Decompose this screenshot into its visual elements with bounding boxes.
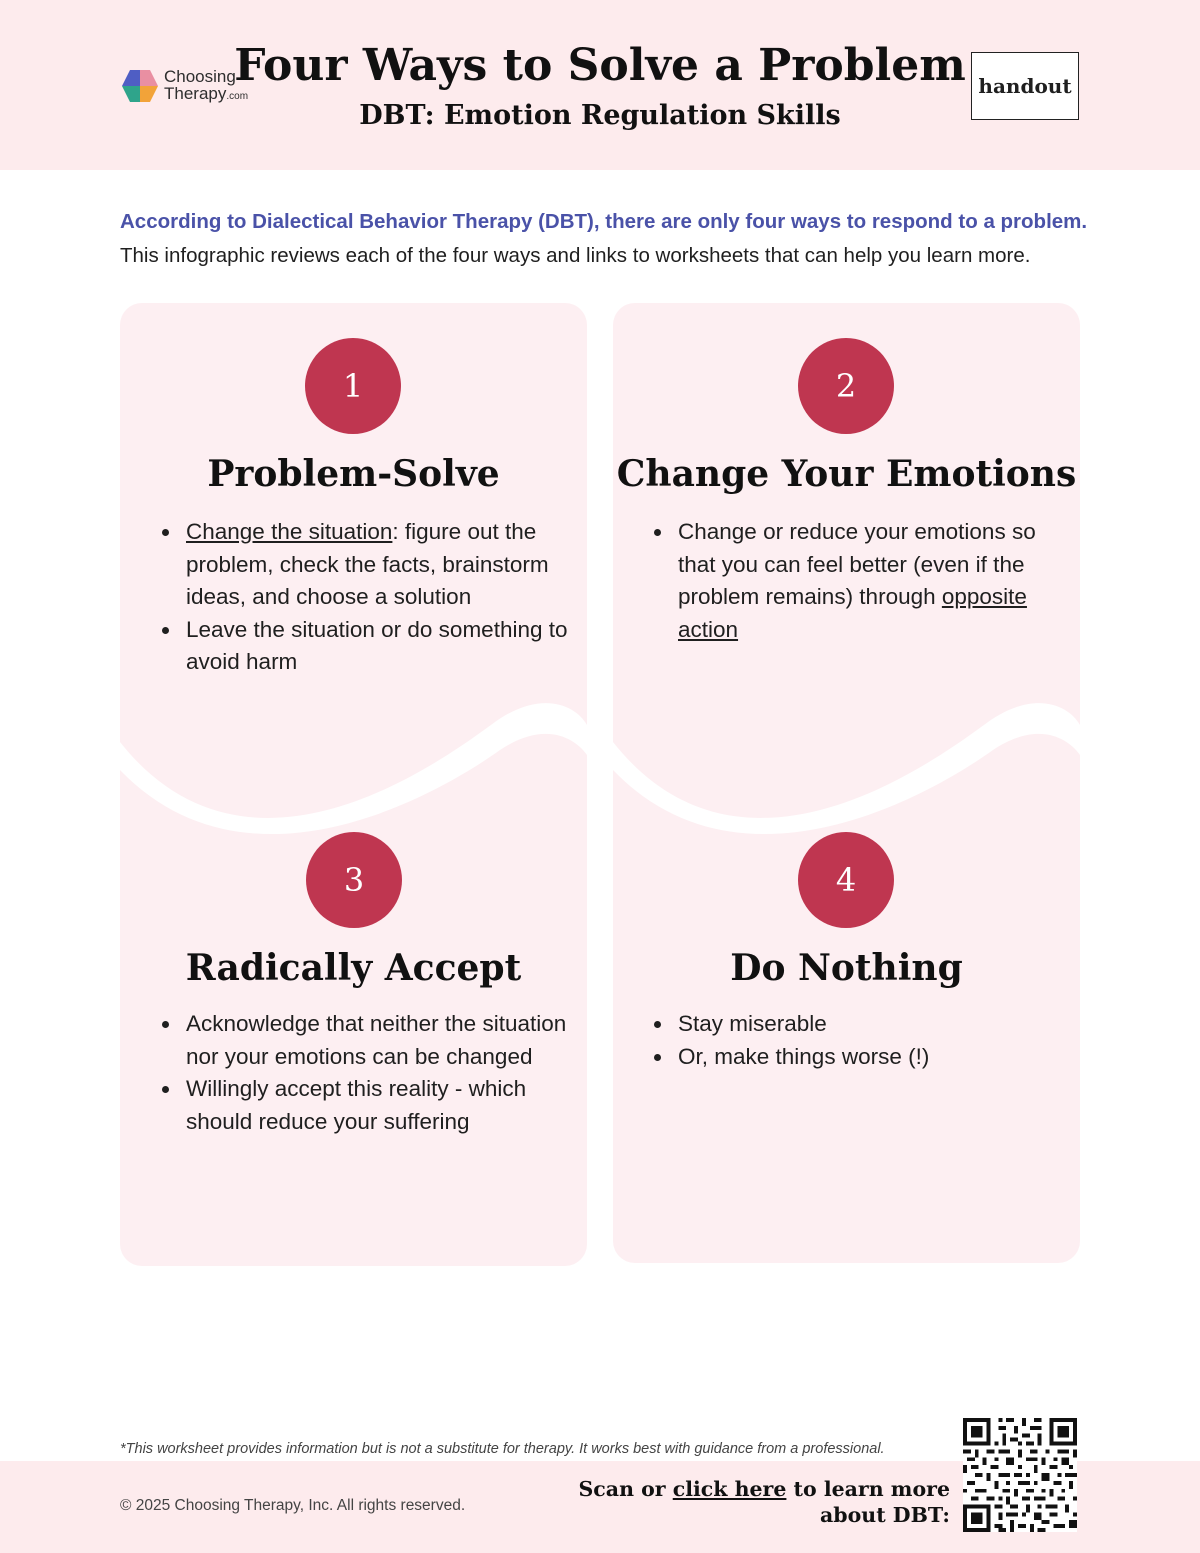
intro-body: This infographic reviews each of the four ways and links to worksheets that can help you learn more. [120,244,1031,267]
list-item: • Acknowledge that neither the situation nor your emotions can be changed [182,1008,582,1073]
list-item [182,516,582,614]
step-1-bullets [156,516,582,679]
page-subtitle: DBT: Emotion Regulation Skills [359,100,841,131]
disclaimer: *This worksheet provides information but is not a substitute for therapy. It works best with guidance from a professional. [120,1441,885,1457]
page-title: Four Ways to Solve a Problem [234,40,966,91]
step-4-title: Do Nothing [730,947,963,989]
qr-code-icon[interactable] [963,1418,1077,1532]
logo-line-1: Choosing [164,67,236,86]
list-item: • Or, make things worse (!) [674,1041,1074,1074]
step-2-title: Change Your Emotions [616,453,1077,495]
step-1-bullet-1-text: : figure out the problem, check the facts, brainstorm ideas, and choose a solution [186,519,549,609]
logo-line-2: Therapy [164,84,227,103]
scan-prefix: Scan or [578,1477,673,1501]
list-item [674,516,1074,646]
scan-suffix: to learn more [786,1477,950,1501]
list-item: • Willingly accept this reality - which should reduce your suffering [182,1073,582,1138]
step-1-badge: 1 [305,338,401,434]
intro-lead: According to Dialectical Behavior Therapy (DBT), there are only four ways to respond to a problem. [120,210,1088,233]
scan-cta [560,1476,950,1528]
logo-suffix: .com [226,91,249,102]
list-item: • Stay miserable [674,1008,1074,1041]
step-2-bullet-1-text: Change or reduce your emotions so that you can feel better (even if the problem remains) through [678,519,1036,609]
step-4-bullets [648,1008,1074,1073]
step-3-bullets [156,1008,582,1138]
handout-badge: handout [971,52,1079,120]
step-3-badge: 3 [306,832,402,928]
step-2-badge: 2 [798,338,894,434]
step-4-badge: 4 [798,832,894,928]
step-2-bullets [648,516,1074,646]
step-3-title: Radically Accept [185,947,522,989]
scan-line-2: about DBT: [820,1503,950,1527]
opposite-action-link[interactable]: opposite action [678,584,1027,642]
click-here-link[interactable]: click here [672,1477,787,1501]
card-right [613,303,1080,1263]
change-the-situation-link[interactable]: Change the situation [186,519,393,544]
list-item: • Leave the situation or do something to avoid harm [182,614,582,679]
step-1-title: Problem-Solve [207,453,500,495]
copyright: © 2025 Choosing Therapy, Inc. All rights reserved. [120,1497,466,1514]
